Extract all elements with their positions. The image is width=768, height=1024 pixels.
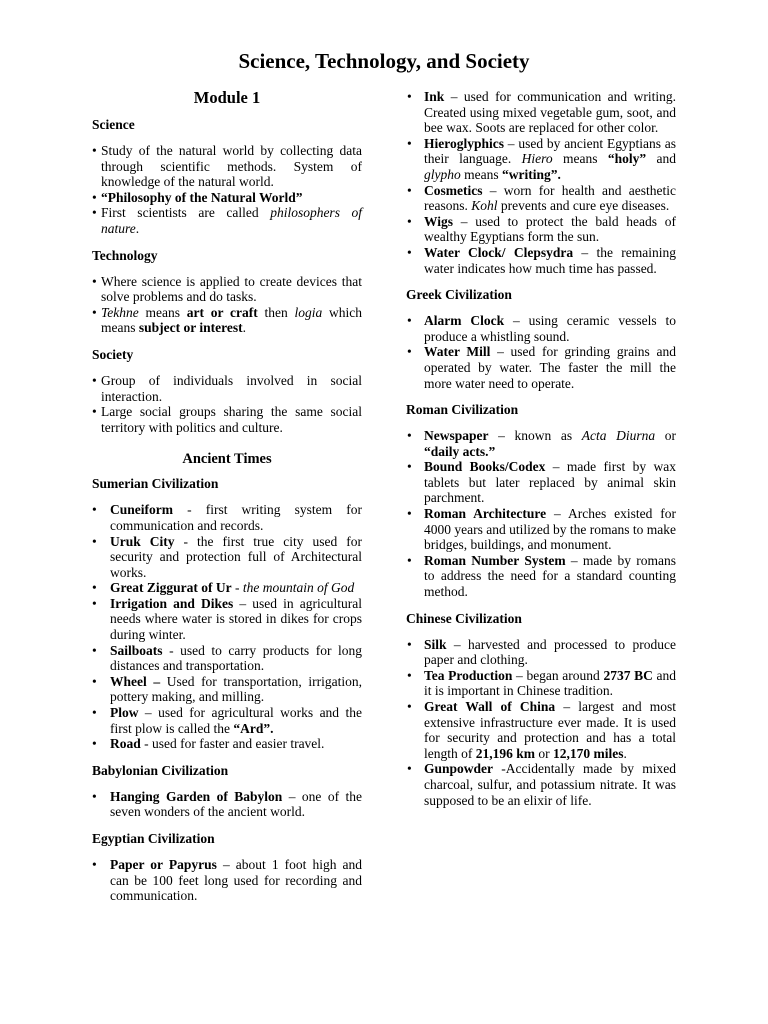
list-item (92, 596, 362, 643)
list-item-text: . (242, 320, 246, 336)
document-title: Science, Technology, and Society (238, 49, 530, 73)
ancient-times-heading: Ancient Times (182, 451, 272, 468)
list-item-text: which means (101, 304, 362, 336)
term: Plow (110, 705, 139, 721)
list-item: • Group of individuals involved in social interaction. (92, 373, 362, 404)
list-item (92, 190, 362, 206)
bold-text: 2737 BC (603, 667, 653, 683)
list-item: • Study of the natural world by collecting data through scientific methods. System of knowledge of the natural world. (92, 143, 362, 190)
term: Hanging Garden of Babylon (110, 788, 283, 804)
description: – used in agricultural needs where water is stored in dikes for crops during winter. (110, 595, 363, 643)
description: - the first true city used for security and protection full of Architectural works. (110, 533, 362, 580)
description: – used by ancient Egyptians as their language. (424, 135, 676, 167)
term: Road (110, 736, 141, 752)
list-item (92, 580, 362, 596)
list-item (92, 643, 362, 674)
left-column (92, 88, 362, 904)
list-item (406, 214, 676, 245)
description: – known as (488, 428, 582, 444)
term: Paper or Papyrus (110, 857, 217, 872)
bold-text: 12,170 miles (553, 745, 624, 761)
term: Water Clock/ Clepsydra (424, 244, 574, 260)
term: Ink (424, 89, 445, 104)
list-item (406, 183, 676, 214)
list-item (406, 761, 676, 808)
list-item (406, 553, 676, 600)
society-list (92, 373, 362, 435)
chinese-list (406, 637, 676, 809)
term: Irrigation and Dikes (110, 595, 234, 611)
description: – used for agricultural works and the first plow is called the (110, 705, 362, 736)
right-column (406, 89, 676, 808)
term: Great Ziggurat of Ur (110, 580, 232, 596)
bold-text: 21,196 km (475, 745, 536, 761)
term: Wigs (424, 213, 454, 229)
list-item-text: First scientists are called (101, 205, 271, 221)
description: – used for grinding grains and operated by water. The faster the mill the more water need to operate. (424, 344, 676, 391)
term: Tea Production (424, 667, 513, 683)
egyptian-heading: Egyptian Civilization (92, 831, 215, 846)
description: means (460, 166, 502, 182)
list-item (92, 857, 362, 904)
list-item (92, 705, 362, 736)
module-heading: Module 1 (193, 88, 261, 107)
description: - first writing system for communication and records. (110, 502, 362, 533)
term: Gunpowder (424, 761, 494, 777)
list-item (406, 506, 676, 553)
sumerian-list (92, 502, 362, 752)
description: - (231, 580, 243, 596)
description: – using ceramic vessels to produce a whistling sound. (424, 313, 676, 344)
term: Newspaper (424, 428, 489, 444)
term: Wheel – (110, 673, 161, 689)
description: . (623, 745, 627, 761)
science-phrase: “Philosophy of the Natural World” (101, 189, 303, 205)
description: or (655, 428, 676, 444)
sumerian-heading: Sumerian Civilization (92, 476, 219, 492)
roman-heading: Roman Civilization (406, 402, 519, 418)
list-item (92, 305, 362, 336)
description: – harvested and processed to produce paper and clothing. (424, 636, 676, 668)
term: Hieroglyphics (424, 135, 505, 151)
description: – used for communication and writing. Created using mixed vegetable gum, soot, and bee wax. Soots are replaced for other color. (424, 89, 676, 136)
list-item-text: then (257, 304, 295, 320)
list-item (92, 736, 362, 752)
description: – Arches existed for 4000 years and utilized by the romans to make bridges, buildings, and monument. (424, 506, 676, 553)
description: – the remaining water indicates how much time has passed. (424, 244, 676, 276)
emphasis-text: philosophers of nature (101, 205, 362, 236)
greek-heading: Greek Civilization (406, 287, 512, 303)
list-item (406, 136, 676, 183)
list-item-text: means (138, 304, 187, 320)
description: – worn for health and aesthetic reasons. (424, 182, 676, 214)
term: Roman Number System (424, 552, 566, 568)
description: means (552, 151, 608, 167)
term: Water Mill (424, 344, 491, 360)
egyptian-list-continued (406, 89, 676, 276)
term: Bound Books/Codex (424, 459, 546, 475)
bold-text: art or craft (186, 304, 258, 320)
list-item (406, 637, 676, 668)
bold-text: “writing”. (502, 166, 561, 182)
technology-list (92, 274, 362, 336)
society-heading: Society (92, 346, 134, 362)
bold-text: “holy” (607, 151, 647, 167)
term: Cuneiform (110, 502, 173, 518)
list-item (406, 428, 676, 459)
term: Sailboats (110, 642, 163, 658)
description: – made by romans to address the need for a standard counting method. (424, 552, 676, 600)
babylonian-list (92, 789, 362, 820)
description: – one of the seven wonders of the ancient world. (110, 788, 362, 820)
term: Silk (424, 636, 447, 652)
list-item (406, 313, 676, 344)
term: Cosmetics (424, 182, 483, 198)
list-item (92, 534, 362, 581)
list-item (406, 668, 676, 699)
emphasis-text: Hiero (521, 151, 553, 167)
bold-text: “Ard”. (233, 720, 274, 736)
science-list (92, 143, 362, 237)
bold-text: subject or interest (138, 320, 243, 336)
chinese-heading: Chinese Civilization (406, 610, 522, 626)
list-item (92, 674, 362, 705)
emphasis-text: Acta Diurna (581, 428, 656, 444)
list-item: • Where science is applied to create devices that solve problems and do tasks. (92, 274, 362, 305)
term: Uruk City (110, 533, 175, 549)
description: - used to carry products for long distances and transportation. (110, 642, 362, 674)
description: – about 1 foot high and can be 100 feet long used for recording and communication. (110, 857, 362, 904)
emphasis-text: Kohl (471, 198, 498, 214)
list-item (406, 344, 676, 391)
list-item (406, 89, 676, 136)
list-item (406, 699, 676, 761)
description: – largest and most extensive infrastructure ever made. It is used for security and protection and has a total length of (424, 699, 676, 761)
emphasis-text: Tekhne (101, 304, 139, 320)
list-item (92, 789, 362, 820)
term: Great Wall of China (424, 699, 556, 714)
term: Alarm Clock (424, 313, 505, 329)
emphasis-text: logia (294, 304, 323, 320)
description: – used to protect the bald heads of wealthy Egyptians form the sun. (424, 213, 676, 245)
list-item-text: . (135, 220, 140, 236)
emphasis-text: glypho (424, 166, 461, 182)
description: -Accidentally made by mixed charcoal, sulfur, and potassium nitrate. It was supposed to be an elixir of life. (424, 761, 676, 808)
description: or (535, 745, 554, 761)
bold-text: “daily acts.” (424, 443, 496, 459)
babylonian-heading: Babylonian Civilization (92, 762, 229, 778)
description: and it is important in Chinese tradition. (424, 667, 676, 699)
description: and (646, 151, 676, 167)
list-item (92, 502, 362, 533)
list-item (406, 245, 676, 276)
technology-heading: Technology (92, 247, 158, 263)
list-item: • Large social groups sharing the same social territory with politics and culture. (92, 404, 362, 435)
description: - used for faster and easier travel. (140, 736, 325, 752)
roman-list (406, 428, 676, 600)
description: Used for transportation, irrigation, pottery making, and milling. (110, 673, 362, 705)
list-item (406, 459, 676, 506)
greek-list (406, 313, 676, 391)
description: prevents and cure eye diseases. (497, 198, 670, 214)
description: – began around (512, 667, 604, 683)
term: Roman Architecture (424, 506, 547, 522)
emphasis-text: the mountain of God (242, 580, 355, 596)
list-item (92, 205, 362, 236)
science-heading: Science (92, 117, 135, 132)
egyptian-list (92, 857, 362, 904)
description: – made first by wax tablets but later replaced by animal skin parchment. (424, 459, 676, 506)
